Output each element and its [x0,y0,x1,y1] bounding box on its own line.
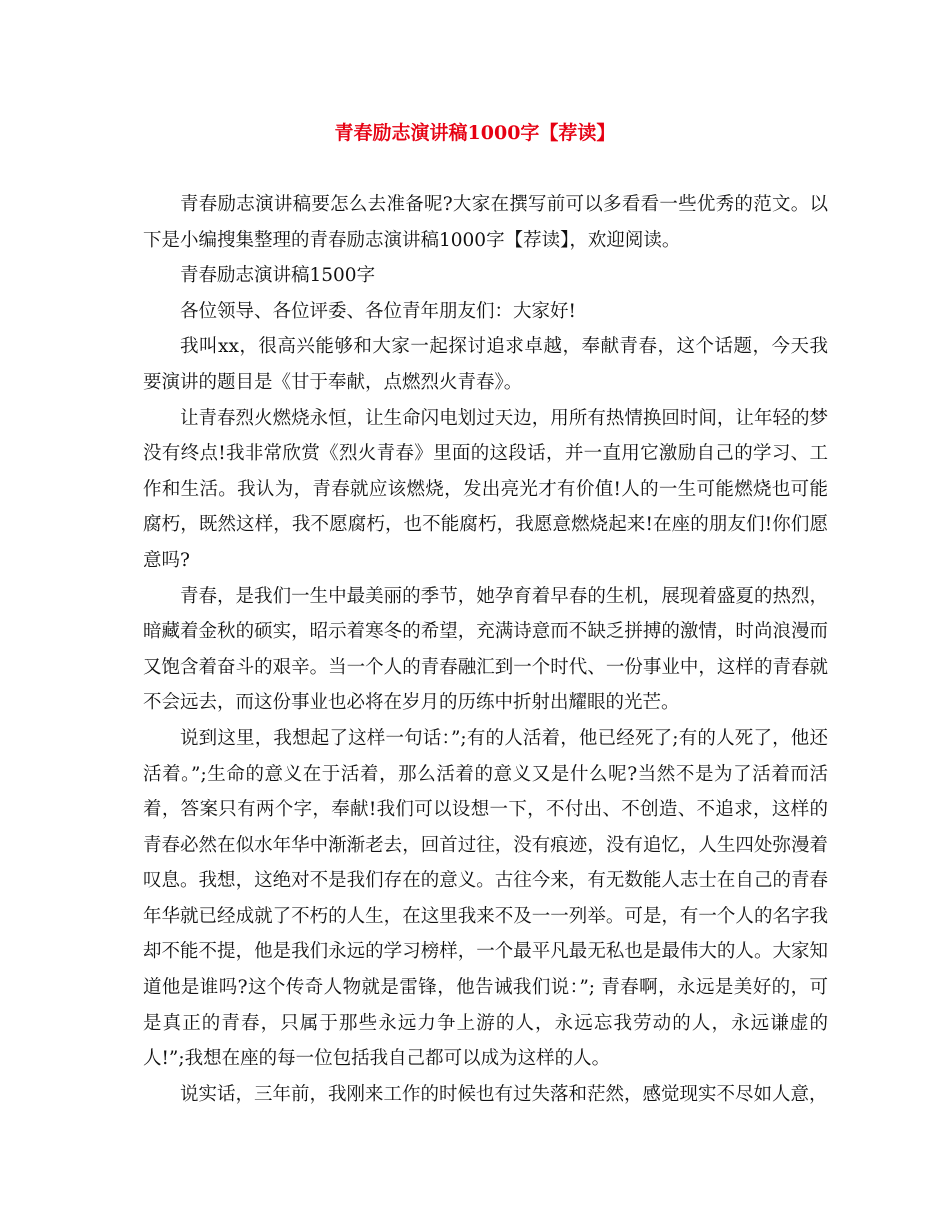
paragraph-honestly: 说实话，三年前，我刚来工作的时候也有过失落和茫然，感觉现实不尽如人意， [180,1083,828,1105]
paragraph-self-intro: 我叫xx，很高兴能够和大家一起探讨追求卓越，奉献青春，这个话题，今天我要演讲的题目是《甘于奉献，点燃烈火青春》。 [143,336,828,393]
paragraph-subtitle: 青春励志演讲稿1500字 [180,265,376,287]
paragraph-youth-season: 青春，是我们一生中最美丽的季节，她孕育着早春的生机，展现着盛夏的热烈，暗藏着金秋的硕实，昭示着寒冬的希望，充满诗意而不缺乏拼搏的激情，时尚浪漫而又饱含着奋斗的艰辛。当一个人的青春融汇到一个时代、一份事业中，这样的青春就不会远去，而这份事业也必将在岁月的历练中折射出耀眼的光芒。 [143,585,828,714]
paragraph-meaning-of-life: 说到这里，我想起了这样一句话：”;有的人活着，他已经死了;有的人死了，他还活着。”;生命的意义在于活着，那么活着的意义又是什么呢?当然不是为了活着而活着，答案只有两个字，奉献!我们可以设想一下，不付出、不创造、不追求，这样的青春必然在似水年华中渐渐老去，回首过往，没有痕迹，没有追忆，人生四处弥漫着叹息。我想，这绝对不是我们存在的意义。古往今来，有无数能人志士在自己的青春年华就已经成就了不朽的人生，在这里我来不及一一列举。可是，有一个人的名字我却不能不提，他是我们永远的学习榜样，一个最平凡最无私也是最伟大的人。大家知道他是谁吗?这个传奇人物就是雷锋，他告诫我们说：”; 青春啊，永远是美好的，可是真正的青春，只属于那些永远力争上游的人，永远忘我劳动的人，永远谦虚的人!”;我想在座的每一位包括我自己都可以成为这样的人。 [143,727,828,1070]
paragraph-burning-youth: 让青春烈火燃烧永恒，让生命闪电划过天边，用所有热情换回时间，让年轻的梦没有终点!我非常欣赏《烈火青春》里面的这段话，并一直用它激励自己的学习、工作和生活。我认为，青春就应该燃烧，发出亮光才有价值!人的一生可能燃烧也可能腐朽，既然这样，我不愿腐朽，也不能腐朽，我愿意燃烧起来!在座的朋友们!你们愿意吗? [143,407,828,571]
paragraph-greeting: 各位领导、各位评委、各位青年朋友们：大家好! [180,300,576,322]
paragraph-intro: 青春励志演讲稿要怎么去准备呢?大家在撰写前可以多看看一些优秀的范文。以下是小编搜集整理的青春励志演讲稿1000字【荐读】，欢迎阅读。 [143,194,828,251]
document-body [143,187,828,1112]
document-title: 青春励志演讲稿1000字【荐读】 [334,122,616,144]
